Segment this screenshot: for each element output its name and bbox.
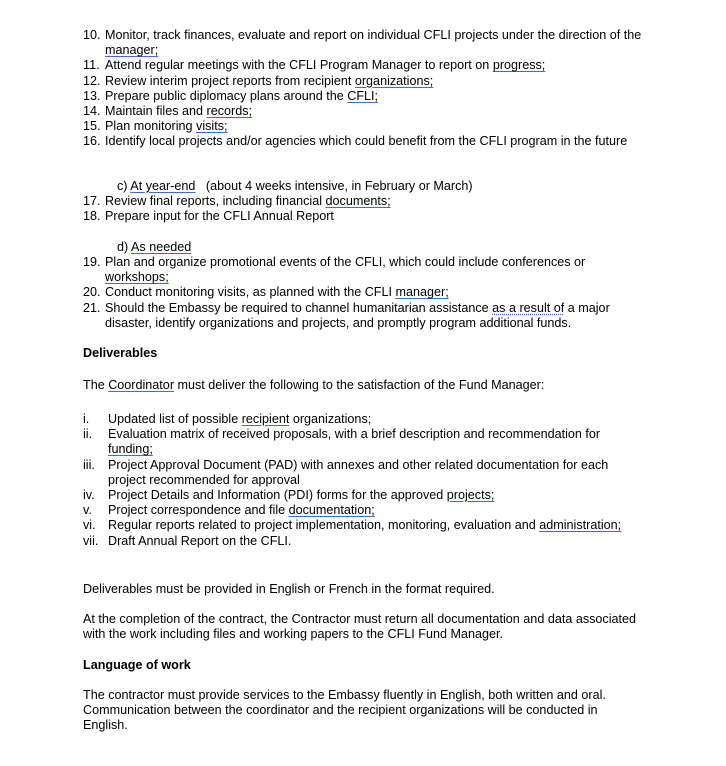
list-item: 17. Review final reports, including financial documents;: [83, 194, 391, 208]
section-d-heading: d) As needed: [117, 240, 192, 254]
deliverables-list: [83, 412, 643, 549]
list-item: i. Updated list of possible recipient organizations;: [83, 412, 372, 426]
para-contract-completion: At the completion of the contract, the Contractor must return all documentation and data associated with the work including files and working papers to the CFLI Fund Manager.: [83, 612, 637, 642]
list-item: 15. Plan monitoring visits;: [83, 119, 228, 134]
list-item: iii. Project Approval Document (PAD) with annexes and other related documentation for each project recommended for approval: [83, 457, 609, 487]
task-list-d: [83, 255, 643, 331]
list-item: 14. Maintain files and records;: [83, 104, 253, 119]
deliverables-heading: Deliverables: [83, 346, 158, 360]
list-item: 21. Should the Embassy be required to channel humanitarian assistance as a result of a major disaster, identify organizations and projects, and promptly program additional funds.: [83, 300, 610, 330]
list-item: 20. Conduct monitoring visits, as planned with the CFLI manager;: [83, 285, 449, 300]
para-language-of-work: The contractor must provide services to the Embassy fluently in English, both written and oral. Communication between the coordinator and the recipient organizations will be conducted in English.: [83, 688, 606, 733]
list-item: 12. Review interim project reports from recipient organizations;: [83, 73, 434, 88]
list-item: 11. Attend regular meetings with the CFLI Program Manager to report on progress;: [83, 58, 546, 73]
list-item: ii. Evaluation matrix of received proposals, with a brief description and recommendation for funding;: [83, 427, 601, 457]
task-list-c: [83, 194, 643, 224]
language-heading: Language of work: [83, 658, 191, 672]
list-item: iv. Project Details and Information (PDI) forms for the approved projects;: [83, 488, 495, 503]
list-item: v. Project correspondence and file documentation;: [83, 503, 375, 518]
task-list-b: [83, 28, 643, 150]
deliverables-intro: The Coordinator must deliver the following to the satisfaction of the Fund Manager:: [83, 378, 545, 392]
para-language-format: Deliverables must be provided in English or French in the format required.: [83, 582, 495, 596]
list-item: 10. Monitor, track finances, evaluate and report on individual CFLI projects under the direction of the manager;: [83, 28, 642, 58]
list-item: 13. Prepare public diplomacy plans around the CFLI;: [83, 88, 379, 103]
list-item: 16. Identify local projects and/or agencies which could benefit from the CFLI program in the future: [83, 134, 628, 149]
section-c-heading: c) At year-end (about 4 weeks intensive, in February or March): [117, 179, 473, 193]
list-item: vi. Regular reports related to project implementation, monitoring, evaluation and administration;: [83, 518, 622, 533]
list-item: 19. Plan and organize promotional events of the CFLI, which could include conferences or workshops;: [83, 255, 586, 285]
list-item: 18. Prepare input for the CFLI Annual Report: [83, 209, 334, 224]
list-item: vii. Draft Annual Report on the CFLI.: [83, 533, 292, 548]
